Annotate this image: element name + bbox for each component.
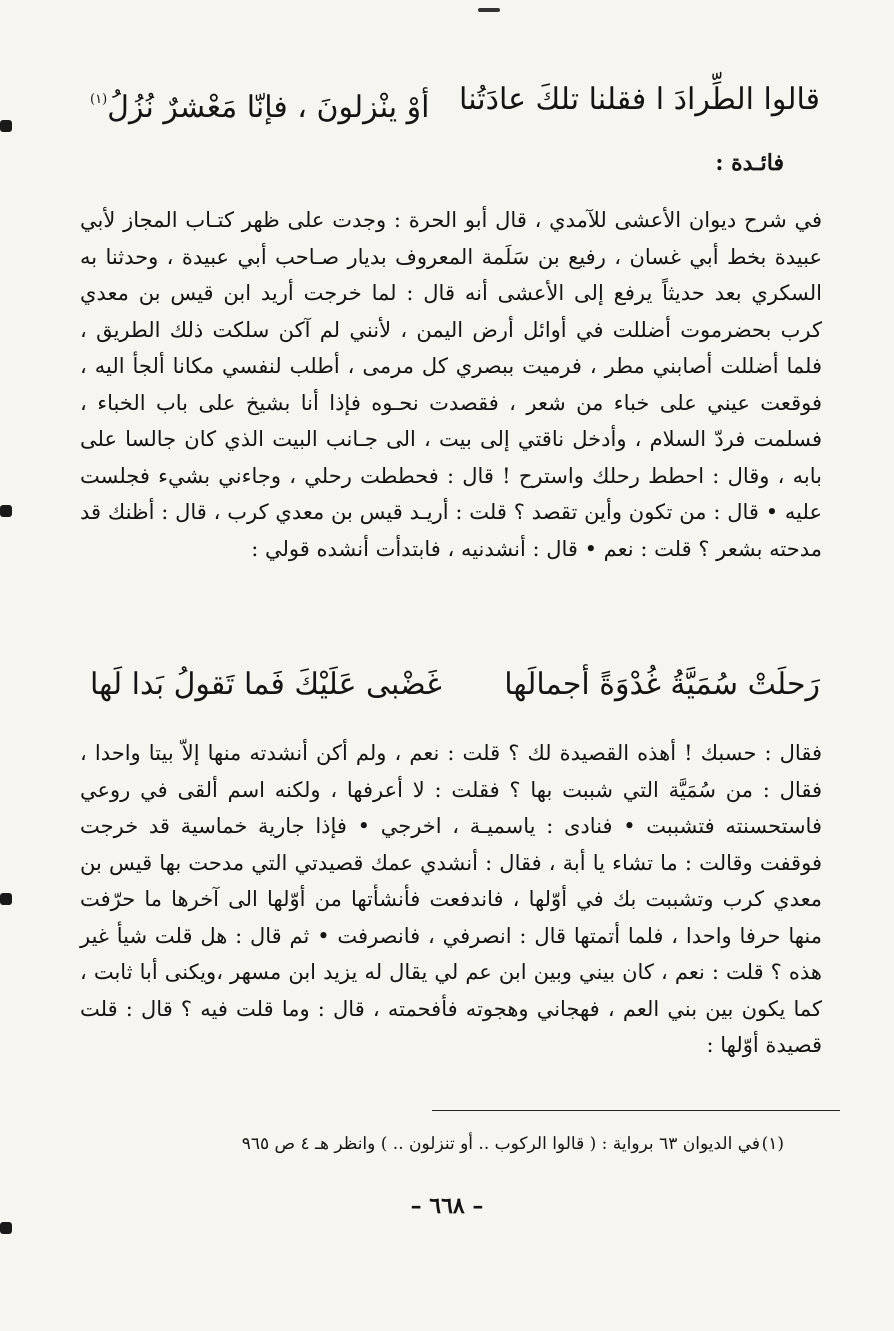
verse-line-2 [90,663,820,707]
binding-mark [0,893,12,905]
footnote-number: (١) [761,1134,784,1154]
verse-2-first-hemistich: رَحلَتْ سُمَيَّةُ غُدْوَةً أجمالَها [504,667,820,702]
page-number: – ٦٦٨ – [410,1193,484,1219]
body-paragraph-2: فقال : حسبك ! أهذه القصيدة لك ؟ قلت : نعم ، ولم أكن أنشدته منها إلاّ بيتا واحدا ، فقال : من سُمَيَّة التي شببت بها ؟ فقلت : لا أعرفها ، ولكنه اسم ألقى في روعي فاستحسنته فتشببت • فنادى : ياسميـة ، اخرجي • فإذا جارية خماسية قد خرجت فوقفت وقالت : ما تشاء يا أبة ، فقال : أنشدي عمك قصيدتي التي مدحت بها قيس بن معدي كرب وتشببت بك في أوّلها ، فاندفعت فأنشأتها من أوّلها الى آخرها ما حرّفت منها حرفا واحدا ، فلما أتمتها قال : انصرفي ، فانصرفت • ثم قال : هل قلت شيأ غير هذه ؟ قلت : نعم ، كان بيني وبين ابن عم لي يقال له يزيد ابن مسهر ،ويكنى أبا ثابت ، كما يكون بين بني العم ، فهجاني وهجوته فأفحمته ، قال : وما قلت فيه ؟ قال : قلت قصيدة أوّلها : [73,741,822,1057]
verse-line-1 [90,78,820,130]
footnote-reference: (١) [90,92,108,107]
verse-1-second-hemistich: أوْ ينْزلونَ ، فإنّا مَعْشرٌ نُزُلُ$^{(١)}$ [90,90,430,125]
binding-mark [0,120,12,132]
print-speck [478,8,500,12]
footnote-divider [432,1110,840,1111]
verse-1-first-hemistich: قالوا الطِّرادَ ا فقلنا تلكَ عادَتُنا [459,82,820,117]
verse-2-second-hemistich: غَضْبى عَلَيْكَ فَما تَقولُ بَدا لَها [90,667,442,702]
section-heading: فائـدة : [715,150,784,176]
binding-mark [0,505,12,517]
body-paragraph-1: في شرح ديوان الأعشى للآمدي ، قال أبو الحرة : وجدت على ظهر كتـاب المجاز لأبي عبيدة بخط أبي غسان ، رفيع بن سَلَمة المعروف بديار صـاحب أبي عبيدة ، وحدثنا به السكري بعد حديثاً يرفع إلى الأعشى أنه قال : لما خرجت أريد ابن قيس بن معدي كرب بحضرموت أضللت في أوائل أرض اليمن ، لأنني لم آكن سلكت ذلك الطريق ، فلما أضللت أصابني مطر ، فرميت ببصري كل مرمى ، أطلب لنفسي مكانا ألجأ اليه ، فوقعت عيني على خباء من شعر ، فقصدت نحـوه فإذا أنا بشيخ على باب الخباء ، فسلمت فردّ السلام ، وأدخل ناقتي إلى بيت ، الى جـانب البيت الذي كان جالسا على بابه ، وقال : احطط رحلك واسترح ! قال : فحططت رحلي ، وجاءني بشيء فجلست عليه • قال : من تكون وأين تقصد ؟ قلت : أريـد قيس بن معدي كرب ، قال : أظنك قد مدحته بشعر ؟ قلت : نعم • قال : أنشدنيه ، فابتدأت أنشده قولي : [73,208,822,561]
footnote-text: في الديوان ٦٣ برواية : ( قالوا الركوب .. أو تنزلون .. ) وانظر هـ ٤ ص ٩٦٥ [241,1134,760,1154]
